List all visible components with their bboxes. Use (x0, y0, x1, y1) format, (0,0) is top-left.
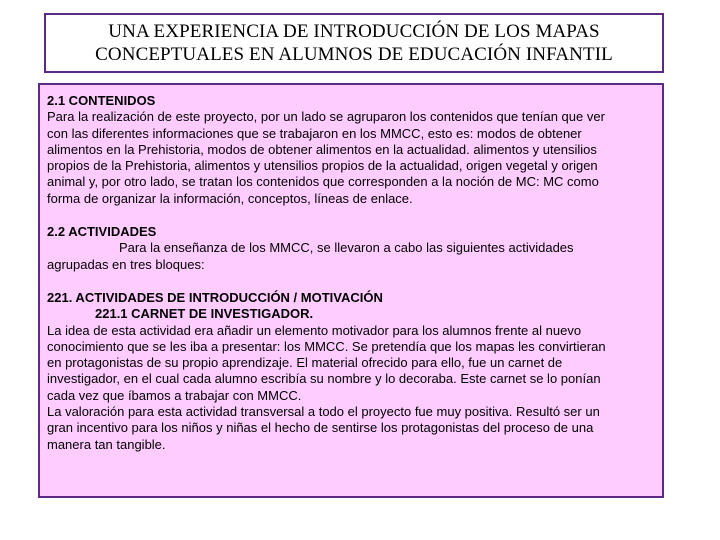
paragraph-line: animal y, por otro lado, se tratan los contenidos que corresponden a la noción de MC: MC como (47, 174, 599, 190)
title-line-1: UNA EXPERIENCIA DE INTRODUCCIÓN DE LOS MAPAS (108, 21, 600, 42)
paragraph-line: forma de organizar la información, conceptos, líneas de enlace. (47, 190, 413, 206)
paragraph-line: investigador, en el cual cada alumno escribía su nombre y lo decoraba. Este carnet se lo ponían (47, 371, 601, 387)
paragraph-line: cada vez que íbamos a trabajar con MMCC. (47, 387, 302, 403)
paragraph-line: propios de la Prehistoria, alimentos y utensilios propios de la actualidad, origen vegetal y origen (47, 158, 598, 174)
paragraph-line: Para la enseñanza de los MMCC, se llevaron a cabo las siguientes actividades (119, 240, 574, 256)
spacer (47, 273, 648, 290)
subsection-heading-carnet: 221.1 CARNET DE INVESTIGADOR. (95, 306, 314, 322)
paragraph-line: en protagonistas de su propio aprendizaje. El material ofrecido para ello, fue un carnet de (47, 355, 563, 371)
title-box (44, 13, 664, 73)
section-heading-introduccion: 221. ACTIVIDADES DE INTRODUCCIÓN / MOTIVACIÓN (47, 289, 383, 305)
paragraph-line: con las diferentes informaciones que se trabajaron en los MMCC, esto es: modos de obtener (47, 125, 582, 141)
section-heading-actividades: 2.2 ACTIVIDADES (47, 224, 157, 240)
paragraph-line: gran incentivo para los niños y niñas el hecho de sentirse los protagonistas del proceso de una (47, 420, 594, 436)
content-box (38, 83, 664, 498)
paragraph-line: agrupadas en tres bloques: (47, 256, 205, 272)
section-heading-contenidos: 2.1 CONTENIDOS (47, 93, 156, 108)
paragraph-line: manera tan tangible. (47, 436, 166, 452)
title-line-2: CONCEPTUALES EN ALUMNOS DE EDUCACIÓN INFANTIL (95, 44, 613, 65)
paragraph-line: alimentos en la Prehistoria, modos de obtener alimentos en la actualidad. alimentos y utensilios (47, 141, 597, 157)
paragraph-line: La idea de esta actividad era añadir un elemento motivador para los alumnos frente al nuevo (47, 322, 582, 338)
paragraph-line: Para la realización de este proyecto, por un lado se agruparon los contenidos que tenían que ver (47, 109, 605, 125)
paragraph-line: conocimiento que se les iba a presentar: los MMCC. Se pretendía que los mapas les convirtieran (47, 338, 606, 354)
paragraph-line: La valoración para esta actividad transversal a todo el proyecto fue muy positiva. Resultó ser un (47, 404, 600, 420)
spacer (47, 207, 648, 224)
